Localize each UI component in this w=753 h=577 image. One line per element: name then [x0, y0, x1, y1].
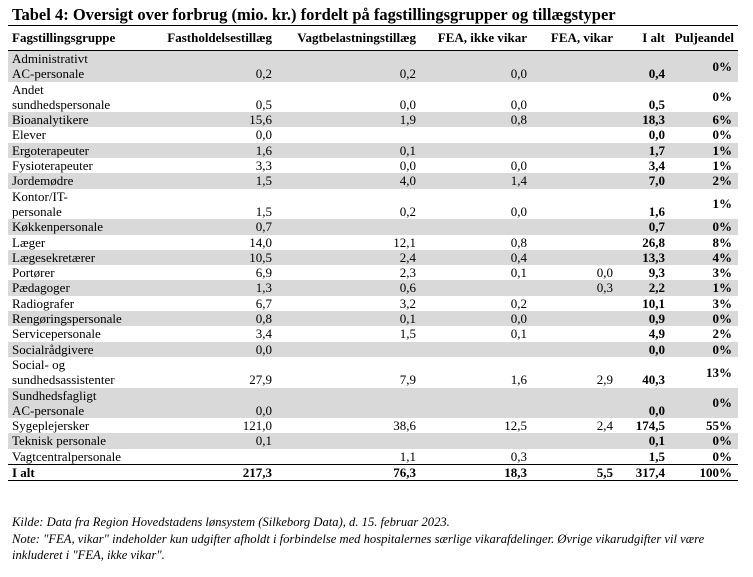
- row-puljeandel: 1%: [669, 143, 738, 158]
- row-group-name: [8, 158, 136, 173]
- row-puljeandel: 2%: [669, 173, 738, 188]
- row-fea-ikke-vikar: 1,4: [420, 173, 531, 188]
- row-group-name-line1: Kontor/IT-: [12, 188, 68, 204]
- row-fea-vikar: 0,0: [596, 265, 613, 281]
- row-i-alt: 0,9: [617, 311, 669, 326]
- row-i-alt: 3,4: [648, 158, 665, 174]
- row-group-name: [8, 219, 136, 234]
- row-fea-ikke-vikar: 0,0: [510, 158, 527, 174]
- table-row: [8, 280, 738, 295]
- row-group-name-line2: AC-personale: [12, 66, 85, 82]
- row-group-name-line1: Elever: [12, 127, 46, 143]
- row-vagtbelastning: 2,4: [276, 250, 420, 265]
- table-title: Tabel 4: Oversigt over forbrug (mio. kr.) fordelt på fagstillingsgrupper og tillægstyper: [12, 5, 616, 24]
- row-i-alt: 4,9: [648, 326, 665, 342]
- row-fastholdelse: 121,0: [242, 418, 272, 434]
- row-group-name-line1: Sundhedsfagligt: [12, 387, 97, 403]
- row-fastholdelse: 0,1: [136, 433, 276, 448]
- table-row: [8, 449, 738, 465]
- row-i-alt: 7,0: [617, 173, 669, 188]
- row-fea-vikar: [531, 51, 617, 82]
- row-group-name-line2: sundhedsassistenter: [12, 372, 115, 388]
- row-i-alt: 40,3: [642, 372, 665, 388]
- col-header-fea-ikke-vikar: FEA, ikke vikar: [420, 26, 531, 51]
- row-fea-ikke-vikar: [420, 433, 531, 448]
- row-puljeandel: 3%: [712, 295, 732, 311]
- row-group-name: [8, 51, 136, 82]
- row-fea-vikar: [531, 296, 617, 311]
- row-i-alt: 174,5: [635, 418, 665, 434]
- total-fastholdelse: 217,3: [136, 465, 276, 481]
- table-row: [8, 143, 738, 158]
- row-vagtbelastning: [276, 127, 420, 142]
- row-fastholdelse: 1,3: [136, 280, 276, 295]
- consumption-table: [8, 26, 738, 480]
- table-row: [8, 173, 738, 188]
- row-puljeandel: 0%: [669, 342, 738, 357]
- row-fea-vikar: [531, 326, 617, 341]
- table-row: [8, 235, 738, 250]
- row-i-alt: 13,3: [617, 250, 669, 265]
- row-group-name-line1: Køkkenpersonale: [12, 219, 103, 235]
- row-group-name: [8, 280, 136, 295]
- row-fastholdelse: 14,0: [249, 234, 272, 250]
- row-fastholdelse: 10,5: [136, 250, 276, 265]
- row-fea-vikar: [531, 449, 617, 465]
- row-group-name-line1: Portører: [12, 265, 55, 281]
- row-vagtbelastning: 0,1: [276, 143, 420, 158]
- row-vagtbelastning: 0,6: [276, 280, 420, 295]
- row-group-name: [8, 311, 136, 326]
- row-group-name-line1: Lægesekretærer: [12, 249, 96, 265]
- row-vagtbelastning: 4,0: [276, 173, 420, 188]
- table-notes: [12, 514, 744, 564]
- row-group-name-line2: sundhedspersonale: [12, 96, 111, 112]
- total-fea-vikar: 5,5: [531, 465, 617, 481]
- row-group-name: [8, 235, 136, 250]
- total-puljeandel: 100%: [669, 465, 738, 481]
- row-fea-ikke-vikar: [420, 280, 531, 295]
- col-header-i-alt: I alt: [617, 26, 669, 51]
- row-fastholdelse: 6,7: [255, 295, 272, 311]
- row-puljeandel: 2%: [712, 326, 732, 342]
- row-fea-vikar: [531, 112, 617, 127]
- row-i-alt: 0,0: [648, 127, 665, 143]
- row-vagtbelastning: [276, 219, 420, 234]
- row-fea-vikar: 0,3: [531, 280, 617, 295]
- row-vagtbelastning: [276, 433, 420, 448]
- col-header-puljeandel: Puljeandel: [669, 26, 738, 51]
- row-group-name-line1: Social- og: [12, 356, 66, 372]
- row-group-name: [8, 82, 136, 113]
- table-body: [8, 51, 738, 465]
- row-group-name-line1: Fysioterapeuter: [12, 158, 93, 174]
- row-group-name-line1: Socialrådgivere: [12, 341, 94, 357]
- row-group-name-line1: Læger: [12, 234, 46, 250]
- row-fea-ikke-vikar: 0,4: [420, 250, 531, 265]
- row-group-name: [8, 173, 136, 188]
- row-puljeandel: 13%: [706, 364, 732, 380]
- row-i-alt: 18,3: [617, 112, 669, 127]
- row-fastholdelse: 3,4: [255, 326, 272, 342]
- row-puljeandel: 0%: [712, 127, 732, 143]
- row-group-name: [8, 127, 136, 142]
- table-row: [8, 219, 738, 234]
- row-fea-vikar: [531, 311, 617, 326]
- row-vagtbelastning: 0,0: [399, 96, 416, 112]
- row-fastholdelse: 1,5: [255, 203, 272, 219]
- header-row: [8, 26, 738, 51]
- total-label: I alt: [8, 465, 136, 481]
- total-vagtbelastning: 76,3: [276, 465, 420, 481]
- row-fea-ikke-vikar: 0,0: [510, 203, 527, 219]
- row-group-name-line1: Teknisk personale: [12, 433, 107, 449]
- row-i-alt: 1,6: [648, 203, 665, 219]
- row-i-alt: 0,7: [617, 219, 669, 234]
- row-fea-vikar: [531, 219, 617, 234]
- row-group-name: [8, 143, 136, 158]
- row-group-name-line1: Andet: [12, 81, 44, 97]
- row-fea-vikar: [531, 388, 617, 419]
- row-vagtbelastning: 12,1: [393, 234, 416, 250]
- row-fastholdelse: 0,2: [136, 51, 276, 82]
- row-fea-vikar: [531, 127, 617, 142]
- row-i-alt: 0,1: [617, 433, 669, 448]
- total-fea-ikke-vikar: 18,3: [420, 465, 531, 481]
- row-fea-ikke-vikar: [420, 219, 531, 234]
- row-group-name-line2: personale: [12, 203, 62, 219]
- row-fea-vikar: [531, 235, 617, 250]
- row-i-alt: 9,3: [648, 265, 665, 281]
- row-group-name: [8, 418, 136, 433]
- table-row: [8, 82, 738, 113]
- row-i-alt: 0,4: [617, 51, 669, 82]
- row-fastholdelse: 6,9: [255, 265, 272, 281]
- row-group-name: [8, 388, 136, 419]
- table-row: [8, 357, 738, 388]
- row-fea-vikar: [531, 189, 617, 220]
- row-fea-vikar: [531, 342, 617, 357]
- vikar-note: Note: "FEA, vikar" indeholder kun udgifter afholdt i forbindelse med hospitalernes særlige vikarafdelinger. Øvrige vikarudgifter vil være inkluderet i "FEA, ikke vikar".: [12, 531, 705, 562]
- row-fastholdelse: 1,5: [136, 173, 276, 188]
- col-header-vagtbelastning: Vagtbelastningstillæg: [276, 26, 420, 51]
- table-row: [8, 342, 738, 357]
- row-group-name: [8, 433, 136, 448]
- row-group-name-line1: Bioanalytikere: [12, 112, 89, 128]
- row-fea-ikke-vikar: [420, 143, 531, 158]
- row-fastholdelse: 0,0: [136, 342, 276, 357]
- row-group-name-line1: Sygeplejersker: [12, 418, 90, 434]
- row-group-name: [8, 250, 136, 265]
- row-vagtbelastning: 0,2: [399, 203, 416, 219]
- col-header-group: Fagstillingsgruppe: [8, 26, 136, 51]
- row-fastholdelse: 0,0: [136, 388, 276, 419]
- table-row: [8, 296, 738, 311]
- row-fea-ikke-vikar: [420, 342, 531, 357]
- row-vagtbelastning: [276, 388, 420, 419]
- consumption-table-wrapper: [8, 25, 738, 481]
- row-fastholdelse: 0,5: [255, 96, 272, 112]
- row-group-name-line1: Radiografer: [12, 295, 75, 311]
- row-fea-vikar: [531, 433, 617, 448]
- row-fastholdelse: 27,9: [249, 372, 272, 388]
- row-fea-vikar: 2,4: [596, 418, 613, 434]
- row-vagtbelastning: 1,9: [276, 112, 420, 127]
- table-row: [8, 311, 738, 326]
- row-vagtbelastning: [276, 342, 420, 357]
- row-group-name-line1: Rengøringspersonale: [12, 311, 122, 327]
- row-group-name-line1: Vagtcentralpersonale: [12, 448, 122, 464]
- row-fea-ikke-vikar: 0,8: [420, 112, 531, 127]
- row-vagtbelastning: 3,2: [399, 295, 416, 311]
- row-vagtbelastning: 7,9: [399, 372, 416, 388]
- table-row: [8, 418, 738, 433]
- row-fea-ikke-vikar: 0,1: [510, 326, 527, 342]
- row-fea-ikke-vikar: 0,0: [420, 311, 531, 326]
- row-puljeandel: 0%: [669, 311, 738, 326]
- row-fea-vikar: [531, 173, 617, 188]
- row-group-name-line1: Pædagoger: [12, 280, 70, 296]
- row-i-alt: 0,0: [617, 388, 669, 419]
- row-puljeandel: 1%: [712, 196, 732, 212]
- row-fea-ikke-vikar: [420, 388, 531, 419]
- row-group-name-line1: Jordemødre: [12, 173, 74, 189]
- row-puljeandel: 1%: [712, 158, 732, 174]
- source-note: Kilde: Data fra Region Hovedstadens lønsystem (Silkeborg Data), d. 15. februar 2023.: [12, 515, 450, 529]
- total-row: [8, 465, 738, 481]
- row-fea-ikke-vikar: 0,3: [510, 448, 527, 464]
- table-row: [8, 388, 738, 419]
- row-vagtbelastning: 0,0: [399, 158, 416, 174]
- table-row: [8, 112, 738, 127]
- row-fastholdelse: 0,0: [255, 127, 272, 143]
- row-i-alt: 2,2: [617, 280, 669, 295]
- row-i-alt: 1,7: [617, 143, 669, 158]
- row-fea-ikke-vikar: 0,8: [510, 234, 527, 250]
- col-header-fea-vikar: FEA, vikar: [531, 26, 617, 51]
- row-fea-ikke-vikar: 12,5: [504, 418, 527, 434]
- row-i-alt: 1,5: [648, 448, 665, 464]
- row-fea-vikar: 2,9: [596, 372, 613, 388]
- row-group-name: [8, 296, 136, 311]
- table-row: [8, 433, 738, 448]
- table-row: [8, 51, 738, 82]
- total-i-alt: 317,4: [617, 465, 669, 481]
- row-puljeandel: 3%: [712, 265, 732, 281]
- row-vagtbelastning: 1,1: [399, 448, 416, 464]
- row-puljeandel: 6%: [669, 112, 738, 127]
- row-i-alt: 26,8: [642, 234, 665, 250]
- row-puljeandel: 0%: [669, 51, 738, 82]
- table-row: [8, 189, 738, 220]
- row-puljeandel: 4%: [669, 250, 738, 265]
- row-puljeandel: 55%: [706, 418, 732, 434]
- row-group-name: [8, 357, 136, 388]
- row-puljeandel: 0%: [669, 433, 738, 448]
- row-fea-ikke-vikar: 0,2: [510, 295, 527, 311]
- row-group-name: [8, 342, 136, 357]
- row-i-alt: 0,5: [648, 96, 665, 112]
- row-puljeandel: 0%: [669, 219, 738, 234]
- row-puljeandel: 0%: [669, 388, 738, 419]
- table-row: [8, 158, 738, 173]
- row-fea-ikke-vikar: 1,6: [510, 372, 527, 388]
- row-group-name: [8, 189, 136, 220]
- row-fea-ikke-vikar: 0,0: [510, 96, 527, 112]
- table-row: [8, 127, 738, 142]
- row-group-name-line2: AC-personale: [12, 402, 85, 418]
- row-i-alt: 0,0: [617, 342, 669, 357]
- col-header-fastholdelse: Fastholdelsestillæg: [136, 26, 276, 51]
- row-group-name-line1: Ergoterapeuter: [12, 142, 89, 158]
- row-fea-vikar: [531, 250, 617, 265]
- row-fea-ikke-vikar: 0,1: [510, 265, 527, 281]
- row-puljeandel: 8%: [712, 234, 732, 250]
- row-group-name: [8, 265, 136, 280]
- table-row: [8, 265, 738, 280]
- row-fastholdelse: [136, 449, 276, 465]
- row-i-alt: 10,1: [642, 295, 665, 311]
- row-puljeandel: 0%: [712, 89, 732, 105]
- row-fastholdelse: 3,3: [255, 158, 272, 174]
- row-group-name: [8, 326, 136, 341]
- row-fastholdelse: 15,6: [136, 112, 276, 127]
- row-fastholdelse: 0,8: [136, 311, 276, 326]
- row-fea-ikke-vikar: [420, 127, 531, 142]
- row-group-name-line1: Administrativt: [12, 51, 88, 66]
- row-group-name: [8, 112, 136, 127]
- row-puljeandel: 0%: [712, 448, 732, 464]
- row-puljeandel: 1%: [669, 280, 738, 295]
- table-row: [8, 250, 738, 265]
- row-group-name-line1: Servicepersonale: [12, 326, 101, 342]
- row-fea-vikar: [531, 158, 617, 173]
- row-fastholdelse: 1,6: [136, 143, 276, 158]
- row-fea-vikar: [531, 143, 617, 158]
- row-fea-vikar: [531, 82, 617, 113]
- row-fastholdelse: 0,7: [136, 219, 276, 234]
- table-row: [8, 326, 738, 341]
- row-vagtbelastning: 0,1: [276, 311, 420, 326]
- row-vagtbelastning: 38,6: [393, 418, 416, 434]
- row-vagtbelastning: 0,2: [276, 51, 420, 82]
- row-vagtbelastning: 2,3: [399, 265, 416, 281]
- row-group-name: [8, 449, 136, 465]
- row-fea-ikke-vikar: 0,0: [420, 51, 531, 82]
- row-vagtbelastning: 1,5: [399, 326, 416, 342]
